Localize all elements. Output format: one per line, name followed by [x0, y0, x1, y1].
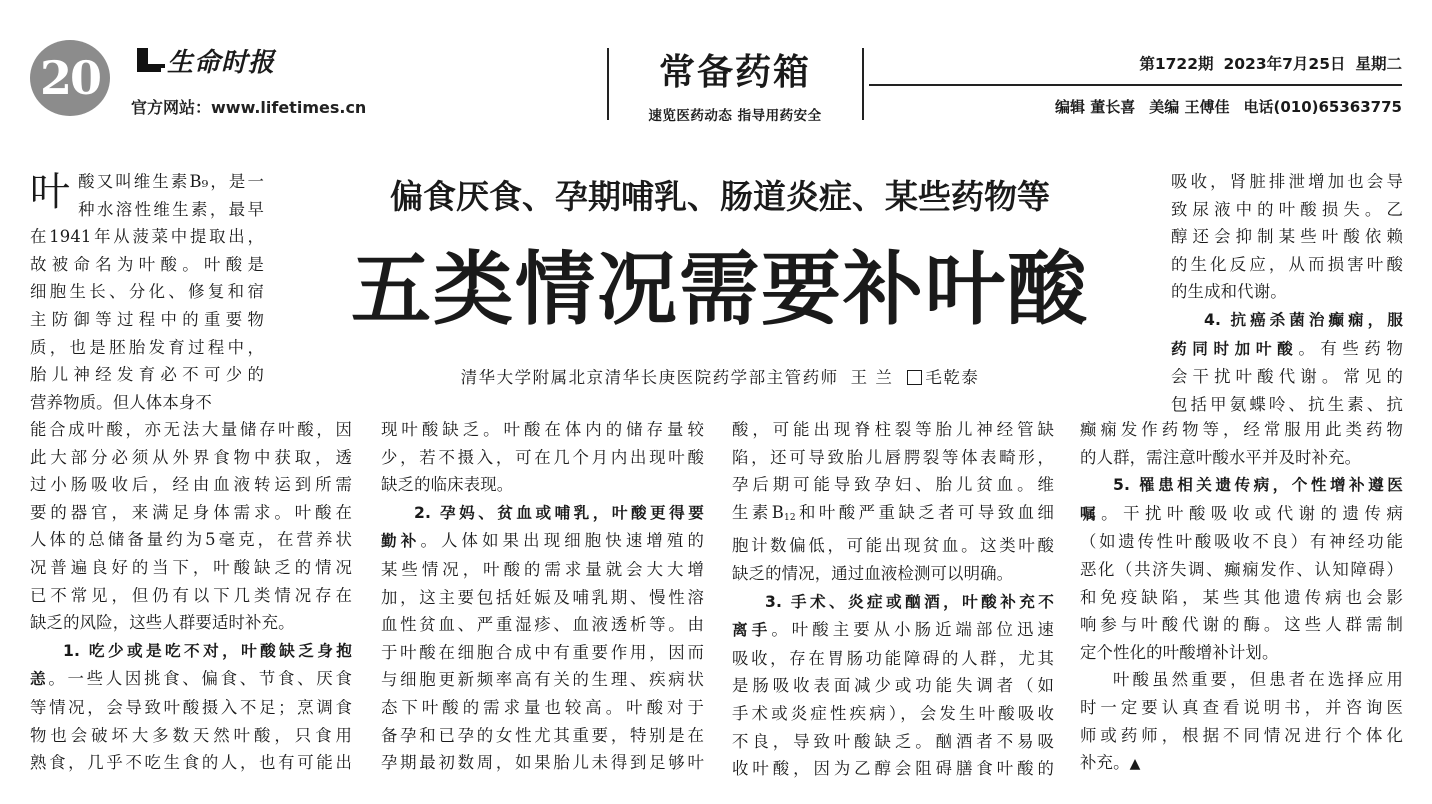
text-line: 与细胞更新频率高有关的生理、疾病状 [381, 670, 704, 690]
column-1-bottom [30, 416, 352, 777]
column-4-top [1171, 168, 1403, 418]
text-line: 恙。一些人因挑食、偏食、节食、厌食 [30, 669, 352, 689]
text-line: 勤补。人体如果出现细胞快速增殖的 [381, 531, 704, 551]
closing-paragraph: 叶酸虽然重要，但患者在选择应用 [1113, 670, 1403, 690]
text-line: 此大部分必须从外界食物中获取，透 [30, 447, 352, 467]
column-2 [381, 416, 704, 777]
text-line: 定个性化的叶酸增补计划。 [1080, 642, 1279, 662]
text-line: 过小肠吸收后，经由血液转运到所需 [30, 475, 352, 495]
text-line: 缺乏的情况，通过血液检测可以明确。 [732, 563, 1014, 583]
text-line: 于叶酸在细胞合成中有重要作用，因而 [381, 642, 704, 662]
text-line: 孕期最初数周，如果胎儿未得到足够叶 [381, 753, 704, 773]
text-line: 故被命名为叶酸。叶酸是 [30, 254, 264, 274]
text-line: 恶化（共济失调、癫痫发作、认知障碍） [1080, 559, 1403, 579]
header-rule [869, 84, 1402, 86]
text-line: 醇还会抑制某些叶酸依赖 [1171, 227, 1403, 247]
text-line: 少，若不摄入，可在几个月内出现叶酸 [381, 447, 704, 467]
website-url: 官方网站：www.lifetimes.cn [131, 98, 367, 117]
text-line: 缺乏的临床表现。 [381, 475, 514, 495]
text-line: 陷，还可导致胎儿唇腭裂等体表畸形， [732, 447, 1054, 467]
text-line: 胎儿神经发育必不可少的 [30, 365, 264, 385]
text-line: 人体的总储备量约为5毫克，在营养状 [30, 530, 352, 550]
header-divider-left [607, 48, 609, 120]
text-line: 已不常见，但仍有以下几类情况存在 [30, 585, 352, 605]
dropcap: 叶 [30, 169, 71, 215]
text-line: （如遗传性叶酸吸收不良）有神经功能 [1080, 532, 1403, 552]
text-line: 物也会破坏大多数天然叶酸，只食用 [30, 725, 352, 745]
column-1-top [30, 168, 264, 416]
text-line: 收叶酸，因为乙醇会阻碍膳食叶酸的 [732, 759, 1054, 779]
article-headline: 五类情况需要补叶酸 [351, 243, 1089, 336]
byline-author: 王 兰 [850, 368, 894, 387]
designer: 美编 王傅佳 [1149, 98, 1230, 116]
page-number-badge [30, 40, 110, 116]
page-number: 20 [39, 51, 100, 105]
text-line: 生素$B_{12}$和叶酸严重缺乏者可导致血细 [732, 502, 1054, 523]
text-line: 补充。▲ [1080, 753, 1141, 773]
column-4-bottom [1080, 416, 1403, 779]
text-line: 师或药师，根据不同情况进行个体化 [1080, 725, 1403, 745]
text-line: 主防御等过程中的重要物 [30, 309, 264, 329]
text-line: 响参与叶酸代谢的酶。这些人群需制 [1080, 615, 1403, 635]
section-3-heading: 3. 手术、炎症或酗酒，叶酸补充不 [765, 592, 1054, 611]
text-line: 包括甲氨蝶呤、抗生素、抗 [1171, 394, 1403, 414]
article-byline [320, 364, 1120, 388]
text-line: 细胞生长、分化、修复和宿 [30, 282, 264, 302]
section-1-heading: 1. 吃少或是吃不对，叶酸缺乏身抱 [63, 641, 352, 660]
text-line: 药同时加叶酸。有些药物 [1171, 338, 1403, 358]
text-line: 孕后期可能导致孕妇、胎儿贫血。维 [732, 475, 1054, 495]
text-line: 在1941年从菠菜中提取出， [30, 227, 264, 247]
text-line: 况普遍良好的当下，叶酸缺乏的情况 [30, 557, 352, 577]
text-line: 吸收，存在胃肠功能障碍的人群，尤其 [732, 648, 1054, 668]
text-line: 熟食，几乎不吃生食的人，也有可能出 [30, 753, 352, 773]
byline-box-icon [907, 370, 922, 385]
text-line: 现叶酸缺乏。叶酸在体内的储存量较 [381, 420, 704, 439]
text-line: 致尿液中的叶酸损失。乙 [1171, 199, 1403, 219]
text-line: 缺乏的风险，这些人群要适时补充。 [30, 613, 295, 633]
editor-credits [1055, 96, 1402, 117]
text-line: 质，也是胚胎发育过程中， [30, 337, 264, 357]
text-line: 种水溶性维生素，最早 [78, 199, 264, 219]
section-4-heading: 4. 抗癌杀菌治癫痫，服 [1204, 310, 1403, 329]
text-line: 胞计数偏低，可能出现贫血。这类叶酸 [732, 536, 1054, 556]
text-line: 嘱。干扰叶酸吸收或代谢的遗传病 [1080, 503, 1403, 523]
text-line: 的生化反应，从而损害叶酸 [1171, 254, 1403, 274]
editor: 编辑 董长喜 [1055, 98, 1136, 116]
text-line: 态下叶酸的需求量也较高。叶酸对于 [381, 697, 704, 717]
section-5-heading: 5. 罹患相关遗传病，个性增补遵医 [1113, 476, 1403, 495]
text-line: 吸收，肾脏排泄增加也会导 [1171, 172, 1403, 191]
text-line: 时一定要认真查看说明书，并咨询医 [1080, 697, 1403, 717]
issue-weekday: 星期二 [1355, 55, 1402, 73]
text-line: 酸，可能出现脊柱裂等胎儿神经管缺 [732, 420, 1054, 439]
text-line: 血性贫血、严重湿疹、血液透析等。由 [381, 615, 704, 635]
text-line: 能合成叶酸，亦无法大量储存叶酸，因 [30, 420, 352, 439]
text-line: 加，这主要包括妊娠及哺乳期、慢性溶 [381, 587, 704, 607]
article-kicker: 偏食厌食、孕期哺乳、肠道炎症、某些药物等 [390, 177, 1050, 216]
masthead-name: 生命时报 [167, 47, 276, 78]
text-line: 的人群，需注意叶酸水平并及时补充。 [1080, 447, 1362, 467]
phone: 电话(010)65363775 [1243, 98, 1402, 116]
end-mark-icon: ▲ [1129, 756, 1141, 773]
issue-number: 第1722期 [1139, 55, 1214, 73]
text-line: 和免疫缺陷，某些其他遗传病也会影 [1080, 587, 1403, 607]
text-line: 的生成和代谢。 [1171, 282, 1287, 302]
byline-editor: 毛乾泰 [925, 368, 980, 387]
text-line: 备孕和已孕的女性尤其重要，特别是在 [381, 725, 704, 745]
text-line: 营养物质。但人体本身不 [30, 392, 212, 412]
masthead-logo-icon [137, 48, 161, 72]
section-title: 常备药箱 [658, 52, 811, 93]
text-line: 是肠吸收表面减少或功能失调者（如 [732, 676, 1054, 696]
header-divider-right [862, 48, 864, 120]
text-line: 癫痫发作药物等，经常服用此类药物 [1080, 420, 1403, 439]
masthead-logo [137, 44, 275, 76]
text-line: 要的器官，来满足身体需求。叶酸在 [30, 502, 352, 522]
text-line: 酸又叫维生素B₉，是一 [78, 172, 264, 191]
column-3 [732, 416, 1054, 783]
text-line: 某些情况，叶酸的需求量就会大大增 [381, 559, 704, 579]
section-2-heading: 2. 孕妈、贫血或哺乳，叶酸更得要 [414, 503, 704, 522]
text-line: 等情况，会导致叶酸摄入不足；烹调食 [30, 697, 352, 717]
text-line: 手术或炎症性疾病），会发生叶酸吸收 [732, 703, 1054, 723]
issue-date: 2023年7月25日 [1223, 55, 1346, 73]
byline-affiliation: 清华大学附属北京清华长庚医院药学部主管药师 [460, 368, 839, 387]
section-subtitle: 速览医药动态 指导用药安全 [648, 108, 822, 124]
text-line: 离手。叶酸主要从小肠近端部位迅速 [732, 620, 1054, 640]
issue-info [1139, 52, 1402, 74]
text-line: 会干扰叶酸代谢。常见的 [1171, 367, 1403, 387]
text-line: 不良，导致叶酸缺乏。酗酒者不易吸 [732, 731, 1054, 751]
